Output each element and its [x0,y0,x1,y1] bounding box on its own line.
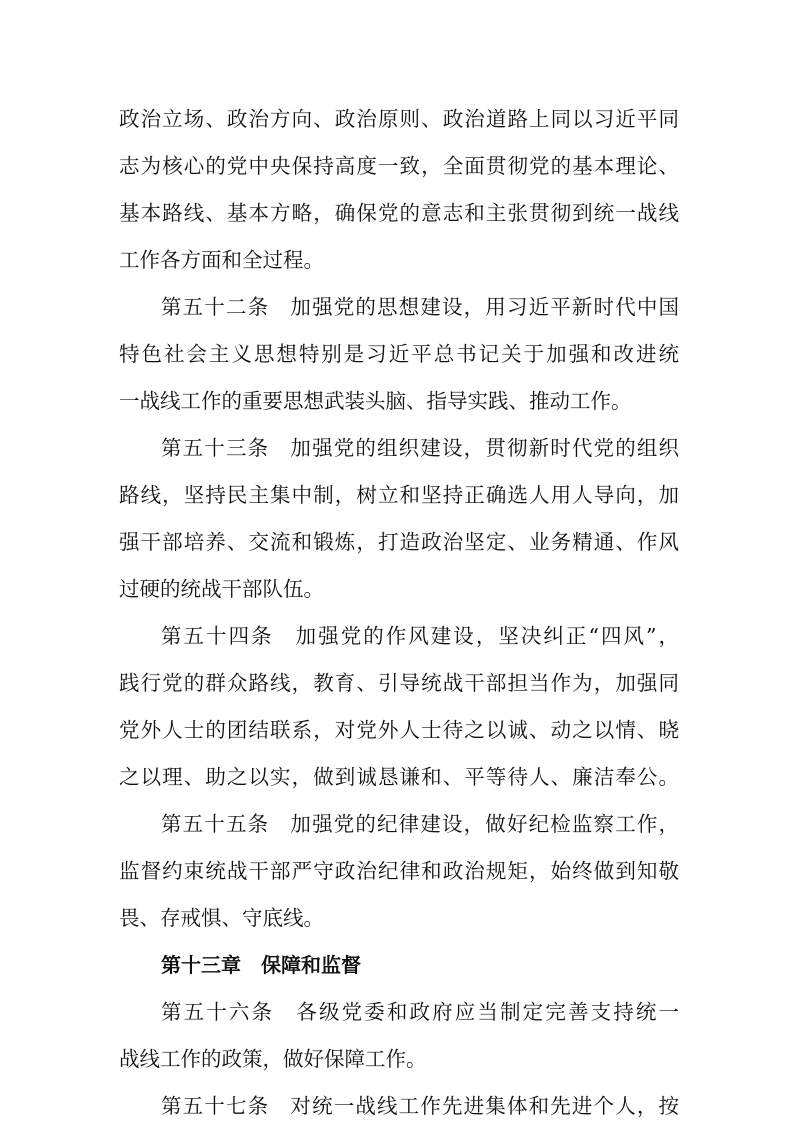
text-line: 战线工作的政策，做好保障工作。 [119,1047,427,1071]
text-line: 特色社会主义思想特别是习近平总书记关于加强和改进统 [119,342,679,366]
chapter-heading [119,942,679,989]
text-line: 一战线工作的重要思想武装头脑、指导实践、推动工作。 [119,389,632,413]
article-label: 第五十四条 [161,624,274,648]
article-text: 加强党的作风建设，坚决纠正“四风”， [293,624,680,648]
article-text: 加强党的组织建设，贯彻新时代党的组织 [289,436,680,460]
text-line: 之以理、助之以实，做到诚恳谦和、平等待人、廉洁奉公。 [119,765,679,789]
article-label: 第五十三条 [161,436,270,460]
text-line: 畏、存戒惧、守底线。 [119,906,324,930]
article-57-first-line [119,1083,679,1130]
article-label: 第五十五条 [161,812,270,836]
document-body [119,96,679,1130]
article-52-first-line [119,284,679,331]
article-label: 第五十六条 [161,1000,275,1024]
text-line: 监督约束统战干部严守政治纪律和政治规矩，始终做到知敬 [119,859,679,883]
article-text: 加强党的纪律建设，做好纪检监察工作， [289,812,680,836]
article-text: 各级党委和政府应当制定完善支持统一 [294,1000,680,1024]
text-line: 路线，坚持民主集中制，树立和坚持正确选人用人导向，加 [119,483,679,507]
article-53-first-line [119,425,679,472]
text-line: 践行党的群众路线，教育、引导统战干部担当作为，加强同 [119,671,679,695]
text-line: 志为核心的党中央保持高度一致，全面贯彻党的基本理论、 [119,154,679,178]
article-label: 第五十二条 [161,295,270,319]
article-text: 对统一战线工作先进集体和先进个人，按 [289,1094,680,1118]
chapter-number: 第十三章 [161,953,241,977]
article-label: 第五十七条 [161,1094,270,1118]
text-line: 强干部培养、交流和锻炼，打造政治坚定、业务精通、作风 [119,530,679,554]
article-56-first-line [119,989,679,1036]
text-line: 工作各方面和全过程。 [119,248,324,272]
text-line: 基本路线、基本方略，确保党的意志和主张贯彻到统一战线 [119,201,679,225]
article-text: 加强党的思想建设，用习近平新时代中国 [289,295,680,319]
text-line: 政治立场、政治方向、政治原则、政治道路上同以习近平同 [119,107,679,131]
article-55-first-line [119,801,679,848]
article-54-first-line [119,613,679,660]
text-line: 党外人士的团结联系，对党外人士待之以诚、动之以情、晓 [119,718,679,742]
text-line: 过硬的统战干部队伍。 [119,577,324,601]
chapter-title: 保障和监督 [261,953,361,977]
